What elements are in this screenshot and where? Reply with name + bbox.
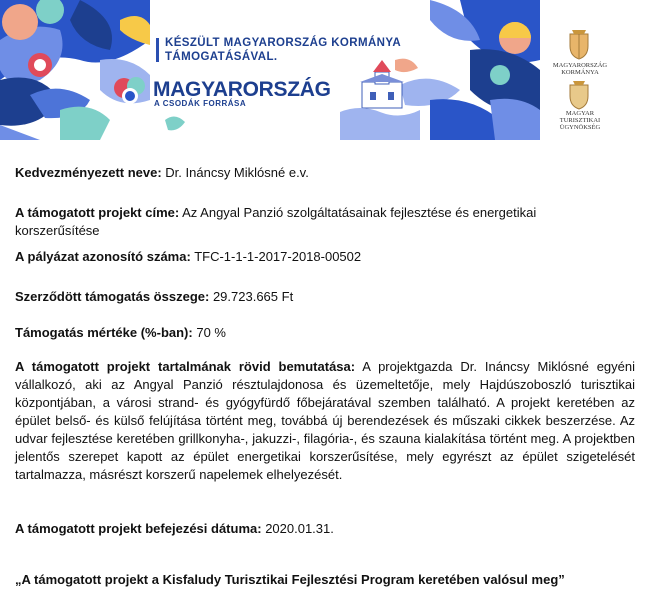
beneficiary-row: [15, 164, 635, 182]
gov-accent-bar: [156, 38, 159, 62]
project-title-value-line2: korszerűsítése: [15, 223, 100, 238]
application-id-row: [15, 248, 635, 266]
crest2-line-2: TURISZTIKAI ÜGYNÖKSÉG: [559, 117, 601, 131]
crest1-line-2: KORMÁNYA: [561, 69, 599, 76]
support-rate-row: [15, 324, 635, 342]
government-support-note: [165, 36, 401, 64]
brand-name: MAGYARORSZÁG: [153, 78, 331, 101]
project-title-row: [15, 204, 635, 240]
summary-value: A projektgazda Dr. Ináncsy Miklósné egyéni vállalkozó, aki az Angyal Panzió résztulajdonosa és üzemeltetője, mely Hajdúszoboszló turisztikai központjában, a városi strand- és gyógyfürdő főbejáratával szemben található. A projekt keretében az épület belső- és külső felújítása történt meg, továbbá új berendezések és műszaki cikkek beszerzése. Az udvar fejlesztése keretében grillkonyha-, jakuzzi-, filagória-, és szauna kialakítása történt meg. A projektben jelentős szerepet kapott az épület energetikai korszerűsítése, mely egyrészt az épület szigetelését tartalmazza, másrészt korszerű napelemek elhelyezését.: [15, 359, 635, 482]
crest1-line-1: MAGYARORSZÁG: [552, 62, 608, 69]
support-rate-label: Támogatás mértéke (%-ban):: [15, 325, 193, 340]
beneficiary-value: Dr. Ináncsy Miklósné e.v.: [165, 165, 309, 180]
crest1-caption: [545, 62, 615, 76]
summary-row: [15, 358, 635, 484]
brand-tagline: A CSODÁK FORRÁSA: [154, 99, 247, 108]
contract-amount-value: 29.723.665 Ft: [212, 289, 294, 304]
support-rate-value: 70 %: [196, 325, 226, 340]
completion-date-label: A támogatott projekt befejezési dátuma:: [15, 521, 262, 536]
government-line-1: KÉSZÜLT MAGYARORSZÁG KORMÁNYA: [165, 37, 402, 49]
summary-label: A támogatott projekt tartalmának rövid bemutatása:: [15, 359, 356, 374]
beneficiary-label: Kedvezményezett neve:: [15, 165, 162, 180]
contract-amount-row: [15, 288, 635, 306]
government-line-2: TÁMOGATÁSÁVAL.: [165, 51, 278, 63]
completion-date-value: 2020.01.31.: [265, 521, 334, 536]
contract-amount-label: Szerződött támogatás összege:: [15, 289, 210, 304]
project-title-value-line1: Az Angyal Panzió szolgáltatásainak fejlesztése és energetikai: [182, 205, 537, 220]
program-statement: „A támogatott projekt a Kisfaludy Turisztikai Fejlesztési Program keretében valósul meg”: [15, 572, 565, 587]
completion-date-row: [15, 520, 635, 538]
brand-logo-icon: [112, 74, 150, 108]
application-id-label: A pályázat azonosító száma:: [15, 249, 191, 264]
crest2-line-1: MAGYAR: [565, 110, 595, 117]
coat-of-arms-icon: [566, 28, 592, 60]
application-id-value: TFC-1-1-1-2017-2018-00502: [194, 249, 362, 264]
tourism-agency-crest-icon: [566, 80, 592, 110]
crest2-caption: [545, 110, 615, 131]
project-title-label: A támogatott projekt címe:: [15, 205, 180, 220]
